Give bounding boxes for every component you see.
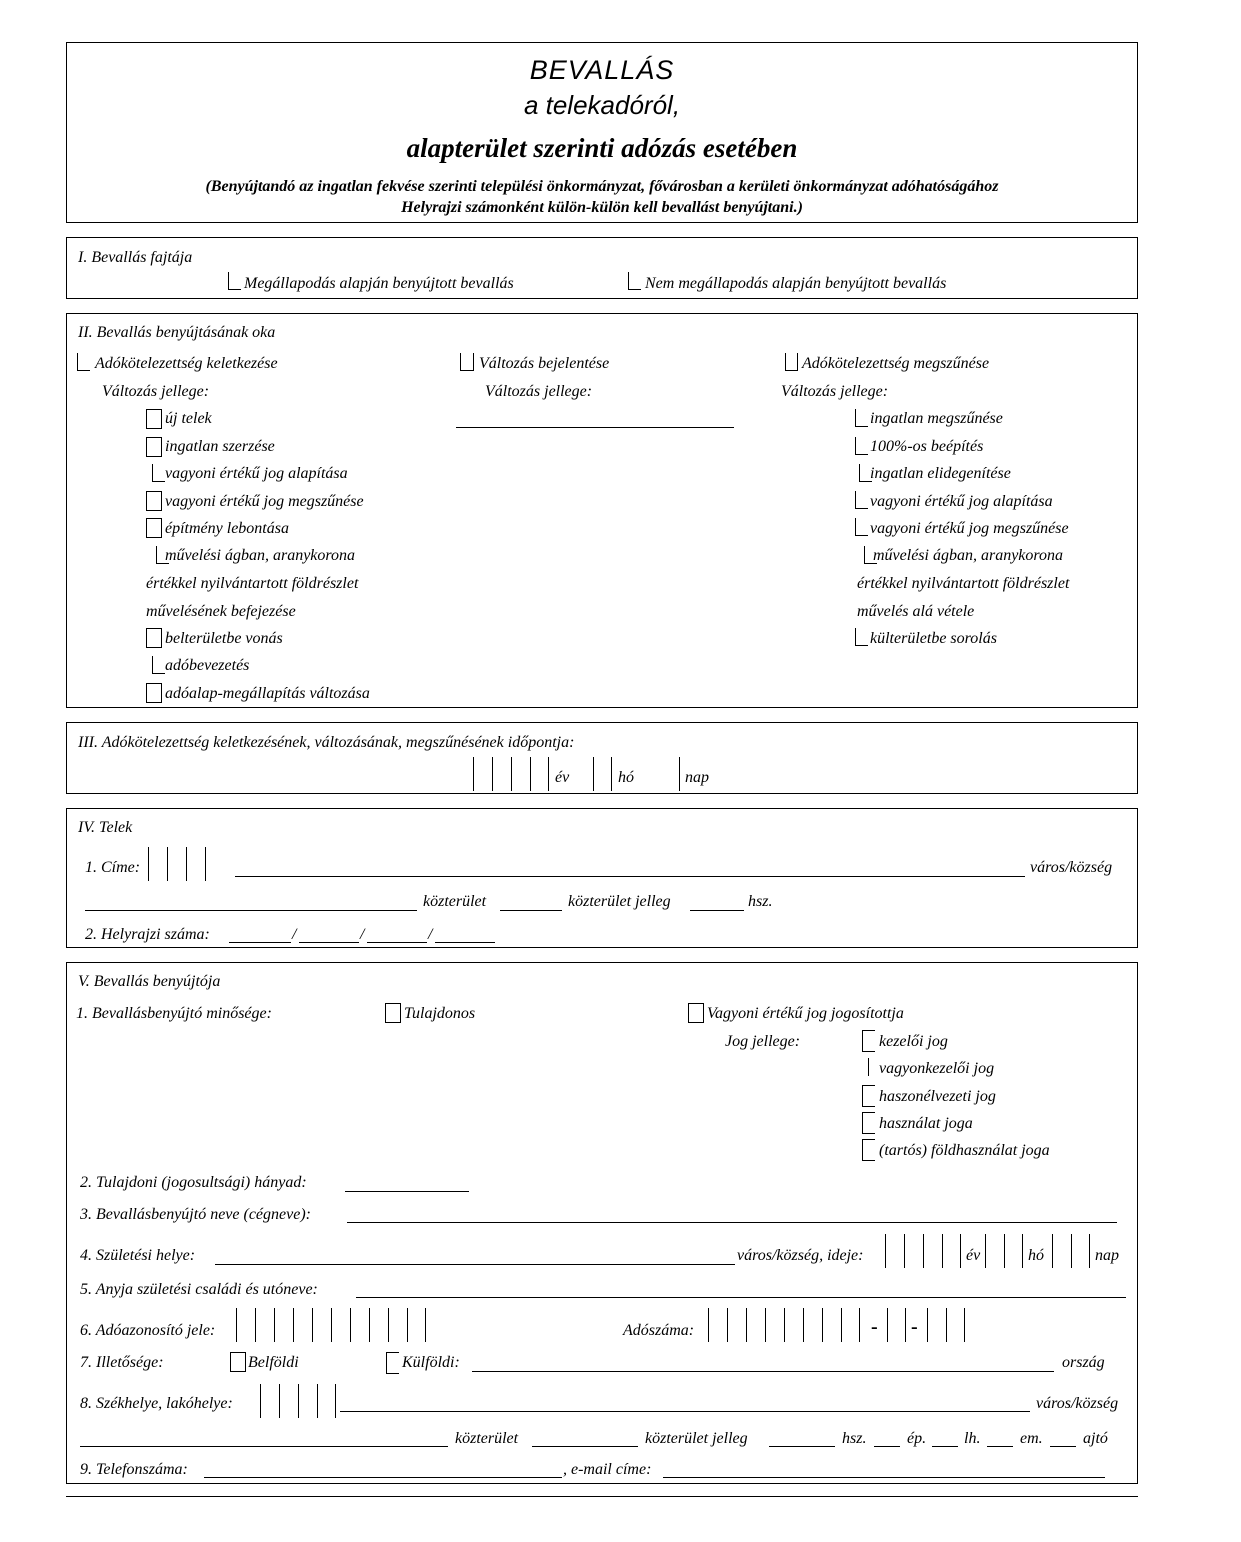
tax-number-dash: - xyxy=(871,1316,878,1338)
label-birth-ho: hó xyxy=(1028,1247,1044,1264)
header-note-1: (Benyújtandó az ingatlan fekvése szerinti települési önkormányzat, fővárosban a kerületi önkormányzat adóhatóságához xyxy=(205,178,999,195)
checkbox-col1-4[interactable] xyxy=(146,518,162,538)
form-subtitle-bold: alapterület szerinti adózás esetében xyxy=(406,133,798,163)
section-4-title: IV. Telek xyxy=(78,819,133,836)
label-parcel: 2. Helyrajzi száma: xyxy=(85,926,210,943)
checkbox-right-3[interactable] xyxy=(862,1112,875,1134)
label-birth-ev: év xyxy=(966,1247,981,1264)
seat-street-type-input[interactable] xyxy=(769,1446,835,1447)
col1-item: ingatlan szerzése xyxy=(165,438,275,455)
checkbox-foreign[interactable] xyxy=(386,1352,399,1374)
date-day-cells[interactable] xyxy=(642,757,680,791)
tax-number-cells-2[interactable] xyxy=(887,1308,906,1342)
city-input[interactable] xyxy=(235,876,1025,877)
checkbox-right-4[interactable] xyxy=(862,1139,875,1161)
section-3-title: III. Adókötelezettség keletkezésének, változásának, megszűnésének időpontja: xyxy=(78,734,575,751)
col3-item: ingatlan megszűnése xyxy=(870,410,1003,427)
label-city: város/község xyxy=(1030,859,1113,876)
birthplace-input[interactable] xyxy=(215,1264,735,1265)
label-ho: hó xyxy=(618,769,634,786)
label-birthdate: város/község, ideje: xyxy=(737,1247,864,1264)
label-address: 1. Címe: xyxy=(85,859,141,876)
section-2-title: II. Bevallás benyújtásának oka xyxy=(78,324,276,341)
parcel-input-3[interactable] xyxy=(367,942,427,943)
street-input[interactable] xyxy=(85,910,417,911)
label-birth-nap: nap xyxy=(1095,1247,1119,1264)
section-1-box xyxy=(66,237,1138,299)
label-tax-number: Adószáma: xyxy=(623,1322,695,1339)
checkbox-right-holder[interactable] xyxy=(688,1003,704,1023)
col1-item-cont: értékkel nyilvántartott földrészlet xyxy=(146,575,359,592)
label-seat-ep: ép. xyxy=(907,1430,927,1447)
right-item: használat joga xyxy=(879,1115,973,1132)
parcel-slash: / xyxy=(428,926,433,943)
label-seat-ajto: ajtó xyxy=(1083,1430,1108,1447)
right-item: vagyonkezelői jog xyxy=(879,1060,995,1077)
label-residency: 7. Illetősége: xyxy=(80,1354,164,1371)
name-input[interactable] xyxy=(347,1222,1117,1223)
label-agreement: Megállapodás alapján benyújtott bevallás xyxy=(244,275,514,292)
seat-em-input[interactable] xyxy=(1050,1446,1076,1447)
postcode-cells[interactable] xyxy=(148,847,224,881)
header-note-2: Helyrajzi számonként külön-külön kell bevallást benyújtani.) xyxy=(401,199,803,216)
col3-change-type: Változás jellege: xyxy=(781,383,889,400)
label-seat-street-type: közterület jelleg xyxy=(645,1430,748,1447)
col3-item: vagyoni értékű jog megszűnése xyxy=(870,520,1069,537)
col1-item: építmény lebontása xyxy=(165,520,289,537)
col1-item: vagyoni értékű jog alapítása xyxy=(165,465,348,482)
checkbox-col3-0[interactable] xyxy=(855,409,868,427)
label-email: , e-mail címe: xyxy=(563,1461,652,1478)
checkbox-col1-8[interactable] xyxy=(146,683,162,703)
share-input[interactable] xyxy=(345,1191,469,1192)
label-share: 2. Tulajdoni (jogosultsági) hányad: xyxy=(80,1174,307,1191)
label-tax-id: 6. Adóazonosító jele: xyxy=(80,1322,216,1339)
checkbox-right-0[interactable] xyxy=(862,1030,875,1052)
seat-postcode-cells[interactable] xyxy=(260,1384,336,1418)
checkbox-obligation-start[interactable] xyxy=(77,353,90,371)
tax-number-cells-1[interactable] xyxy=(708,1308,860,1342)
label-seat-hsz: hsz. xyxy=(842,1430,867,1447)
form-title: BEVALLÁS xyxy=(529,55,675,85)
form-subtitle: a telekadóról, xyxy=(523,90,681,120)
col3-item: 100%-os beépítés xyxy=(870,438,984,455)
checkbox-domestic[interactable] xyxy=(230,1352,246,1372)
col3-item: vagyoni értékű jog alapítása xyxy=(870,493,1053,510)
foreign-country-input[interactable] xyxy=(472,1371,1054,1372)
label-right-type: Jog jellege: xyxy=(725,1033,801,1050)
checkbox-col1-2[interactable] xyxy=(152,464,165,482)
seat-ep-input[interactable] xyxy=(932,1446,958,1447)
right-item: (tartós) földhasználat joga xyxy=(879,1142,1050,1159)
label-non-agreement: Nem megállapodás alapján benyújtott bevallás xyxy=(645,275,947,292)
tax-id-cells[interactable] xyxy=(236,1308,426,1342)
checkbox-col1-1[interactable] xyxy=(146,437,162,457)
checkbox-col1-6[interactable] xyxy=(146,628,162,648)
col3-item-cont: művelés alá vétele xyxy=(857,603,975,620)
parcel-slash: / xyxy=(360,926,365,943)
col1-head: Adókötelezettség keletkezése xyxy=(95,355,278,372)
col1-item: adóbevezetés xyxy=(165,657,250,674)
birth-day-cells[interactable] xyxy=(1052,1234,1090,1268)
seat-lh-input[interactable] xyxy=(987,1446,1013,1447)
right-item: haszonélvezeti jog xyxy=(879,1088,996,1105)
col1-change-type: Változás jellege: xyxy=(102,383,210,400)
label-domestic: Belföldi xyxy=(248,1354,299,1371)
label-seat-city: város/község xyxy=(1036,1395,1119,1412)
label-seat-lh: lh. xyxy=(964,1430,981,1447)
street-type-blank[interactable] xyxy=(500,910,562,911)
label-street: közterület xyxy=(423,893,487,910)
col2-head: Változás bejelentése xyxy=(479,355,610,372)
seat-city-input[interactable] xyxy=(340,1411,1030,1412)
col1-item-cont: művelésének befejezése xyxy=(146,603,296,620)
checkbox-col3-1[interactable] xyxy=(855,437,868,455)
birth-year-cells[interactable] xyxy=(885,1234,961,1268)
label-mother-name: 5. Anyja születési családi és utóneve: xyxy=(80,1281,318,1298)
label-nap: nap xyxy=(685,769,709,786)
col1-item: művelési ágban, aranykorona xyxy=(165,547,356,564)
checkbox-change[interactable] xyxy=(460,353,474,371)
label-right-holder: Vagyoni értékű jog jogosítottja xyxy=(707,1005,904,1022)
section-1-title: I. Bevallás fajtája xyxy=(78,249,193,266)
label-country: ország xyxy=(1062,1354,1105,1371)
checkbox-owner[interactable] xyxy=(385,1003,401,1023)
label-seat-em: em. xyxy=(1020,1430,1043,1447)
col3-item: ingatlan elidegenítése xyxy=(870,465,1011,482)
col3-item: művelési ágban, aranykorona xyxy=(873,547,1064,564)
parcel-slash: / xyxy=(292,926,297,943)
checkbox-col1-0[interactable] xyxy=(146,409,162,429)
label-filer-role: 1. Bevallásbenyújtó minősége: xyxy=(76,1005,272,1022)
label-name: 3. Bevallásbenyújtó neve (cégneve): xyxy=(80,1206,311,1223)
bottom-rule xyxy=(66,1496,1138,1497)
checkbox-col1-3[interactable] xyxy=(146,491,162,511)
label-foreign: Külföldi: xyxy=(402,1354,460,1371)
date-year-cells[interactable] xyxy=(473,757,549,791)
label-ev: év xyxy=(555,769,570,786)
label-owner: Tulajdonos xyxy=(404,1005,476,1022)
phone-input[interactable] xyxy=(204,1477,562,1478)
section-4-box xyxy=(66,808,1138,948)
email-input[interactable] xyxy=(663,1477,1105,1478)
col1-item: belterületbe vonás xyxy=(165,630,283,647)
label-seat-street: közterület xyxy=(455,1430,519,1447)
label-hsz: hsz. xyxy=(748,893,773,910)
parcel-input-1[interactable] xyxy=(229,942,291,943)
checkbox-agreement[interactable] xyxy=(228,272,241,290)
checkbox-col3-3[interactable] xyxy=(855,491,868,509)
label-phone: 9. Telefonszáma: xyxy=(80,1461,188,1478)
checkbox-non-agreement[interactable] xyxy=(628,272,641,290)
label-birthplace: 4. Születési helye: xyxy=(80,1247,196,1264)
col1-item: vagyoni értékű jog megszűnése xyxy=(165,493,364,510)
street-type-input[interactable] xyxy=(690,910,744,911)
date-month-cells[interactable] xyxy=(593,757,612,791)
birth-month-cells[interactable] xyxy=(985,1234,1023,1268)
col3-head: Adókötelezettség megszűnése xyxy=(802,355,990,372)
col3-item-cont: értékkel nyilvántartott földrészlet xyxy=(857,575,1070,592)
col1-item: új telek xyxy=(165,410,212,427)
col1-item: adóalap-megállapítás változása xyxy=(165,685,370,702)
seat-street-input[interactable] xyxy=(80,1446,448,1447)
right-item: kezelői jog xyxy=(879,1033,948,1050)
checkbox-col1-7[interactable] xyxy=(152,656,165,674)
tax-number-dash: - xyxy=(911,1316,918,1338)
checkbox-col3-6[interactable] xyxy=(855,628,868,646)
label-seat: 8. Székhelye, lakóhelye: xyxy=(80,1395,233,1412)
mother-name-input[interactable] xyxy=(356,1297,1126,1298)
parcel-input-2[interactable] xyxy=(299,942,359,943)
checkbox-col3-4[interactable] xyxy=(855,518,868,536)
label-street-type: közterület jelleg xyxy=(568,893,671,910)
col2-change-type: Változás jellege: xyxy=(485,383,593,400)
parcel-input-4[interactable] xyxy=(435,942,495,943)
checkbox-right-2[interactable] xyxy=(862,1085,875,1107)
seat-street-blank[interactable] xyxy=(532,1446,638,1447)
tax-number-cells-3[interactable] xyxy=(927,1308,965,1342)
section-5-title: V. Bevallás benyújtója xyxy=(78,973,221,990)
checkbox-obligation-end[interactable] xyxy=(785,353,798,371)
seat-hsz-input[interactable] xyxy=(874,1446,900,1447)
col2-change-line[interactable] xyxy=(456,427,734,428)
col3-item: külterületbe sorolás xyxy=(870,630,997,647)
